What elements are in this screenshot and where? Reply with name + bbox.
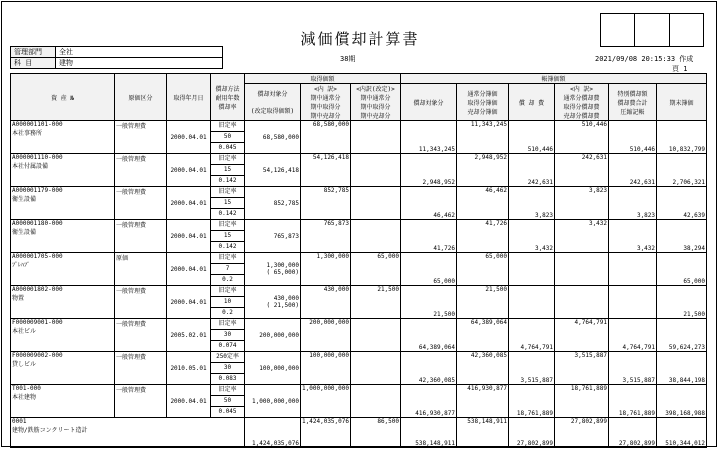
category: 一般管理費 xyxy=(115,286,167,319)
asset-name: 本社事務所 xyxy=(12,130,43,137)
dep-detail: 3,823 xyxy=(555,187,609,220)
subject-value: 建物 xyxy=(56,58,223,69)
acq-date: 2000.04.01 xyxy=(167,286,211,319)
acq-base: 54,126,418 xyxy=(262,166,299,174)
dep-total: 242,631 xyxy=(609,154,657,187)
total-dep: 27,802,899 xyxy=(509,418,555,448)
book-base: 416,930,877 xyxy=(401,385,457,418)
dep-total: 18,761,889 xyxy=(609,385,657,418)
rate: 0.083 xyxy=(218,375,237,382)
method: 旧定率 xyxy=(211,319,244,330)
table-row xyxy=(11,253,707,286)
detail2: 65,000 xyxy=(351,253,401,286)
table-row xyxy=(11,319,707,352)
header-book2 xyxy=(457,84,509,121)
total-b2: 538,148,911 xyxy=(457,418,509,448)
header-method xyxy=(211,74,245,121)
acq-date: 2000.04.01 xyxy=(167,253,211,286)
stamp-box xyxy=(670,13,704,47)
rate: 0.142 xyxy=(218,243,237,250)
acq-base: 1,300,000 xyxy=(266,262,299,269)
header-asset-no: 資 産 № xyxy=(11,74,115,121)
table-row xyxy=(11,352,707,385)
total-acq: 1,424,035,076 xyxy=(245,418,301,448)
acq-base: 1,000,000,000 xyxy=(252,397,299,405)
header-detail2-2: 期中通常分 xyxy=(360,95,391,102)
detail1: 68,580,000 xyxy=(301,121,351,154)
asset-name: 衛生設備 xyxy=(12,196,37,203)
acq-base: 765,873 xyxy=(273,232,299,240)
category: 一般管理費 xyxy=(115,319,167,352)
acq-date: 2000.04.01 xyxy=(167,121,211,154)
asset-name: 本社建物 xyxy=(12,394,37,401)
end-book-value: 2,706,321 xyxy=(657,154,707,187)
detail1: 100,000,000 xyxy=(301,352,351,385)
dep-detail xyxy=(555,286,609,319)
life: 10 xyxy=(211,297,244,308)
acq-date: 2000.04.01 xyxy=(167,154,211,187)
subject-label: 科 目 xyxy=(11,58,56,69)
end-book-value: 59,624,273 xyxy=(657,319,707,352)
depreciation xyxy=(509,253,555,286)
book-base: 46,462 xyxy=(401,187,457,220)
asset-name: 本社付属設備 xyxy=(12,163,49,170)
header-book-base: 償却対象分 xyxy=(401,84,457,121)
header-end: 期末簿価 xyxy=(657,84,707,121)
table-row xyxy=(11,220,707,253)
approval-stamp-boxes xyxy=(600,13,704,47)
method-cell xyxy=(211,352,245,385)
dep-total: 510,446 xyxy=(609,121,657,154)
life: 15 xyxy=(211,198,244,209)
method-cell xyxy=(211,121,245,154)
book-detail: 65,000 xyxy=(457,253,509,286)
detail2: 21,500 xyxy=(351,286,401,319)
header-special-3: 圧縮記帳 xyxy=(620,108,645,116)
asset-name: 物置 xyxy=(12,295,25,302)
dep-detail: 510,446 xyxy=(555,121,609,154)
header-special xyxy=(609,84,657,121)
total-label: 建物/鉄筋コンクリート造計 xyxy=(12,427,88,434)
header-detail1 xyxy=(301,84,351,121)
life: 50 xyxy=(211,132,244,143)
category: 原価 xyxy=(115,253,167,286)
detail1: 1,300,000 xyxy=(301,253,351,286)
header-detail3-4: 売却分償却費 xyxy=(563,113,600,120)
detail1: 430,000 xyxy=(301,286,351,319)
asset-cell xyxy=(11,220,115,253)
asset-no: A000001110-000 xyxy=(12,154,63,161)
dep-total: 3,432 xyxy=(609,220,657,253)
dep-total: 3,823 xyxy=(609,187,657,220)
detail2 xyxy=(351,385,401,418)
header-category: 原価区分 xyxy=(115,74,167,121)
book-detail: 11,343,245 xyxy=(457,121,509,154)
fiscal-period: 38期 xyxy=(340,55,356,63)
asset-no: F000009001-000 xyxy=(12,319,63,326)
asset-name: 本社ビル xyxy=(12,328,37,335)
life: 15 xyxy=(211,231,244,242)
depreciation: 3,515,887 xyxy=(509,352,555,385)
header-detail3-3: 取得分償却費 xyxy=(563,104,600,111)
book-base: 11,343,245 xyxy=(401,121,457,154)
acq-revised: ( 65,000) xyxy=(266,269,299,276)
depreciation: 3,823 xyxy=(509,187,555,220)
header-detail2-4: 期中売却分 xyxy=(360,113,391,120)
acq-cell xyxy=(245,319,301,352)
acq-revised: ( 21,500) xyxy=(266,302,299,309)
acq-cell xyxy=(245,154,301,187)
method-cell xyxy=(211,187,245,220)
created-timestamp: 2021/09/08 20:15:33 作成 xyxy=(595,55,694,63)
asset-no: A000001101-000 xyxy=(12,121,63,128)
acq-date: 2000.04.01 xyxy=(167,220,211,253)
category: 一般管理費 xyxy=(115,220,167,253)
asset-cell xyxy=(11,253,115,286)
header-acq-base xyxy=(245,84,301,121)
method-cell xyxy=(211,286,245,319)
table-row xyxy=(11,385,707,418)
asset-cell xyxy=(11,187,115,220)
depreciation-table xyxy=(10,73,707,448)
detail1: 200,000,000 xyxy=(301,319,351,352)
asset-cell xyxy=(11,352,115,385)
depreciation: 510,446 xyxy=(509,121,555,154)
table-row xyxy=(11,154,707,187)
category: 一般管理費 xyxy=(115,154,167,187)
detail2 xyxy=(351,319,401,352)
asset-name: 衛生設備 xyxy=(12,229,37,236)
asset-cell xyxy=(11,385,115,418)
method: 旧定率 xyxy=(211,187,244,198)
asset-cell xyxy=(11,154,115,187)
header-special-2: 償却費合計 xyxy=(617,99,648,107)
table-row xyxy=(11,286,707,319)
header-book2-3: 売却分簿価 xyxy=(467,108,498,116)
header-detail3-1: <内 訳> xyxy=(570,86,593,93)
book-detail: 46,462 xyxy=(457,187,509,220)
total-end: 510,344,012 xyxy=(657,418,707,448)
header-detail2-1: <内訳(改定)> xyxy=(356,86,395,93)
header-acq-base-1: 償却対象分 xyxy=(257,91,288,98)
rate: 0.074 xyxy=(218,342,237,349)
end-book-value: 65,000 xyxy=(657,253,707,286)
rate: 0.2 xyxy=(222,276,233,283)
method: 旧定率 xyxy=(211,253,244,264)
life: 30 xyxy=(211,330,244,341)
acq-date: 2005.02.01 xyxy=(167,319,211,352)
acq-cell xyxy=(245,286,301,319)
rate: 0.142 xyxy=(218,177,237,184)
acq-cell xyxy=(245,220,301,253)
rate: 0.045 xyxy=(218,408,237,415)
category: 一般管理費 xyxy=(115,352,167,385)
method: 旧定率 xyxy=(211,154,244,165)
acq-cell xyxy=(245,121,301,154)
detail1: 852,785 xyxy=(301,187,351,220)
total-d1: 1,424,035,076 xyxy=(301,418,351,448)
acq-base: 852,785 xyxy=(273,199,299,207)
dept-label: 管理部門 xyxy=(11,47,56,58)
end-book-value: 38,294 xyxy=(657,220,707,253)
header-detail3-2: 通常分償却費 xyxy=(563,95,600,102)
rate: 0.2 xyxy=(222,309,233,316)
rate: 0.045 xyxy=(218,144,237,151)
dep-detail: 18,761,889 xyxy=(555,385,609,418)
book-base: 65,000 xyxy=(401,253,457,286)
acq-date: 2000.04.01 xyxy=(167,385,211,418)
dept-value: 全社 xyxy=(56,47,223,58)
detail2 xyxy=(351,220,401,253)
header-method-1: 償却方法 xyxy=(215,85,240,93)
report-meta xyxy=(10,46,223,69)
life: 15 xyxy=(211,165,244,176)
dep-detail: 3,515,887 xyxy=(555,352,609,385)
total-d3: 27,802,899 xyxy=(555,418,609,448)
method: 250定率 xyxy=(211,352,244,363)
depreciation: 4,764,791 xyxy=(509,319,555,352)
dep-detail: 3,432 xyxy=(555,220,609,253)
header-detail1-3: 期中取得分 xyxy=(310,104,341,111)
dep-detail xyxy=(555,253,609,286)
dep-total xyxy=(609,286,657,319)
acq-cell xyxy=(245,352,301,385)
total-book: 538,148,911 xyxy=(401,418,457,448)
stamp-box xyxy=(635,13,669,47)
depreciation: 18,761,889 xyxy=(509,385,555,418)
asset-cell xyxy=(11,121,115,154)
header-detail1-4: 期中売却分 xyxy=(310,113,341,120)
header-group-book: 帳簿価額 xyxy=(401,74,707,84)
header-special-1: 特別償却額 xyxy=(617,90,648,98)
depreciation: 3,432 xyxy=(509,220,555,253)
asset-no: T001-000 xyxy=(12,385,41,392)
method: 旧定率 xyxy=(211,220,244,231)
asset-cell xyxy=(11,286,115,319)
book-base: 42,360,085 xyxy=(401,352,457,385)
asset-no: A000001180-000 xyxy=(12,220,63,227)
category: 一般管理費 xyxy=(115,187,167,220)
header-acq-base-2: (改定取得価額) xyxy=(250,108,295,115)
acq-cell xyxy=(245,253,301,286)
book-detail: 2,948,952 xyxy=(457,154,509,187)
book-detail: 64,389,064 xyxy=(457,319,509,352)
total-code: 0001 xyxy=(12,418,27,425)
end-book-value: 21,500 xyxy=(657,286,707,319)
end-book-value: 42,639 xyxy=(657,187,707,220)
method: 旧定率 xyxy=(211,121,244,132)
dep-total: 4,764,791 xyxy=(609,319,657,352)
asset-no: A000001802-000 xyxy=(12,286,63,293)
acq-base: 68,580,000 xyxy=(262,133,299,141)
detail2 xyxy=(351,121,401,154)
book-base: 64,389,064 xyxy=(401,319,457,352)
rate: 0.142 xyxy=(218,210,237,217)
asset-name: 貸しビル xyxy=(12,361,37,368)
acq-base: 430,000 xyxy=(273,295,299,302)
category: 一般管理費 xyxy=(115,121,167,154)
life: 7 xyxy=(211,264,244,275)
header-detail1-1: <内 訳> xyxy=(314,86,337,93)
method-cell xyxy=(211,220,245,253)
detail1: 54,126,418 xyxy=(301,154,351,187)
detail1: 1,000,000,000 xyxy=(301,385,351,418)
book-base: 2,948,952 xyxy=(401,154,457,187)
header-book2-2: 取得分簿価 xyxy=(467,99,498,107)
header-method-3: 償却率 xyxy=(218,103,237,111)
book-base: 41,726 xyxy=(401,220,457,253)
acq-base: 200,000,000 xyxy=(259,331,299,339)
header-dep: 償 却 費 xyxy=(509,84,555,121)
detail2 xyxy=(351,154,401,187)
total-label-cell xyxy=(11,418,245,448)
method-cell xyxy=(211,253,245,286)
life: 30 xyxy=(211,363,244,374)
acq-base: 100,000,000 xyxy=(259,364,299,372)
method: 旧定率 xyxy=(211,286,244,297)
page-number: 頁 1 xyxy=(672,65,688,73)
depreciation: 242,631 xyxy=(509,154,555,187)
table-row xyxy=(11,121,707,154)
end-book-value: 398,168,988 xyxy=(657,385,707,418)
header-detail1-2: 期中通常分 xyxy=(310,95,341,102)
header-detail2-3: 期中取得分 xyxy=(360,104,391,111)
asset-name: ﾌﾟﾚﾊﾌﾞ xyxy=(12,262,31,269)
asset-no: A000001179-000 xyxy=(12,187,63,194)
end-book-value: 10,832,799 xyxy=(657,121,707,154)
detail1: 765,873 xyxy=(301,220,351,253)
book-detail: 42,360,085 xyxy=(457,352,509,385)
header-detail2 xyxy=(351,84,401,121)
header-method-2: 耐用年数 xyxy=(215,94,240,102)
asset-no: A000001705-000 xyxy=(12,253,63,260)
dep-total xyxy=(609,253,657,286)
total-row xyxy=(11,418,707,448)
header-detail3 xyxy=(555,84,609,121)
dep-total: 3,515,887 xyxy=(609,352,657,385)
acq-date: 2000.04.01 xyxy=(167,187,211,220)
book-detail: 41,726 xyxy=(457,220,509,253)
acq-cell xyxy=(245,385,301,418)
total-sp: 27,802,899 xyxy=(609,418,657,448)
table-row xyxy=(11,187,707,220)
book-detail: 416,930,877 xyxy=(457,385,509,418)
header-acq-date: 取得年月日 xyxy=(167,74,211,121)
acq-date: 2010.05.01 xyxy=(167,352,211,385)
detail2 xyxy=(351,352,401,385)
header-book2-1: 通常分簿価 xyxy=(467,90,498,98)
stamp-box xyxy=(600,13,635,47)
end-book-value: 38,844,198 xyxy=(657,352,707,385)
book-base: 21,500 xyxy=(401,286,457,319)
header-group-acq: 取得価額 xyxy=(245,74,401,84)
life: 50 xyxy=(211,396,244,407)
method-cell xyxy=(211,319,245,352)
dep-detail: 4,764,791 xyxy=(555,319,609,352)
category: 一般管理費 xyxy=(115,385,167,418)
asset-cell xyxy=(11,319,115,352)
acq-cell xyxy=(245,187,301,220)
asset-no: F000009002-000 xyxy=(12,352,63,359)
dep-detail: 242,631 xyxy=(555,154,609,187)
total-d2: 86,500 xyxy=(351,418,401,448)
method-cell xyxy=(211,154,245,187)
report-title: 減価償却計算書 xyxy=(300,30,420,48)
depreciation xyxy=(509,286,555,319)
method: 旧定率 xyxy=(211,385,244,396)
method-cell xyxy=(211,385,245,418)
detail2 xyxy=(351,187,401,220)
book-detail: 21,500 xyxy=(457,286,509,319)
